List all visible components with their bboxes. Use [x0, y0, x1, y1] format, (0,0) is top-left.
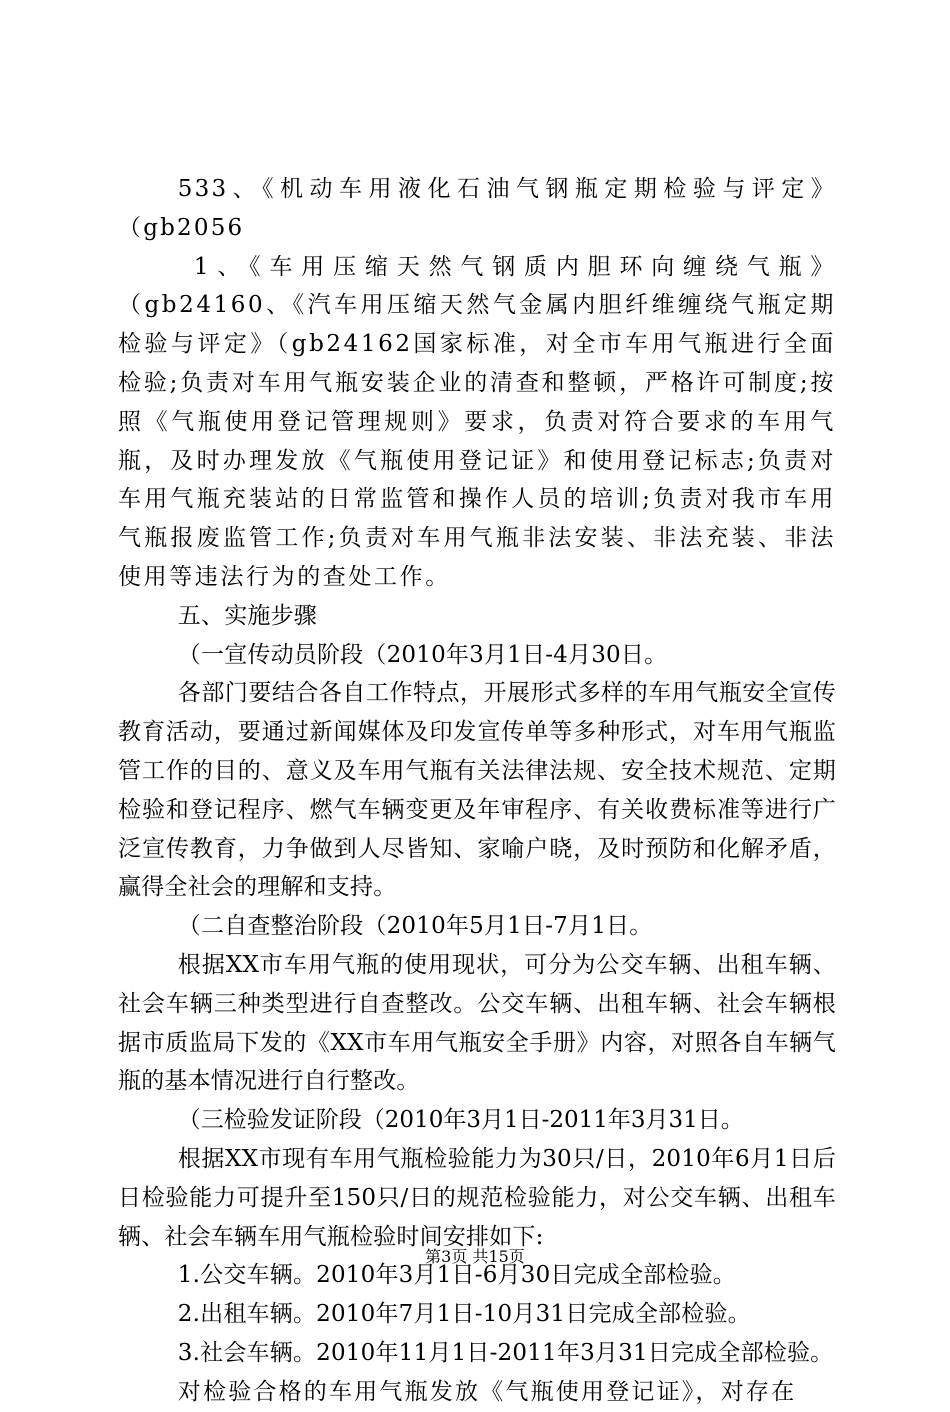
- subheading-inspection-certification-stage: （三检验发证阶段（2010年3月1日-2011年3月31日。: [177, 1107, 744, 1134]
- list-item-bus-vehicles: 1.公交车辆。2010年3月1日-6月30日完成全部检验。: [177, 1262, 737, 1289]
- paragraph-standard-gb2056: 533、《机动车用液化石油气钢瓶定期检验与评定》（gb2056: [118, 176, 836, 241]
- document-body: [118, 170, 836, 1412]
- section-heading-implementation-steps: 五、实施步骤: [177, 602, 317, 629]
- list-item-taxi-vehicles: 2.出租车辆。2010年7月1日-10月31日完成全部检验。: [177, 1301, 751, 1328]
- paragraph-publicity-details: 各部门要结合各自工作特点，开展形式多样的车用气瓶安全宣传教育活动，要通过新闻媒体及印发宣传单等多种形式，对车用气瓶监管工作的目的、意义及车用气瓶有关法律法规、安全技术规范、定期检验和登记程序、燃气车辆变更及年审程序、有关收费标准等进行广泛宣传教育，力争做到人尽皆知、家喻户晓，及时预防和化解矛盾，赢得全社会的理解和支持。: [118, 680, 836, 901]
- subheading-self-inspection-stage: （二自查整治阶段（2010年5月1日-7月1日。: [177, 913, 653, 940]
- page-number-footer: 第3页 共15页: [425, 1247, 525, 1266]
- list-item-social-vehicles: 3.社会车辆。2010年11月1日-2011年3月31日完成全部检验。: [177, 1339, 834, 1366]
- subheading-publicity-stage: （一宣传动员阶段（2010年3月1日-4月30日。: [177, 641, 668, 668]
- paragraph-inspection-capacity: 根据XX市现有车用气瓶检验能力为30只/日，2010年6月1日后日检验能力可提升至150只/日的规范检验能力，对公交车辆、出租车辆、社会车辆车用气瓶检验时间安排如下:: [118, 1145, 836, 1250]
- paragraph-item-1-standards: 1、《车用压缩天然气钢质内胆环向缠绕气瓶》（gb24160、《汽车用压缩天然气金属内胆纤维缠绕气瓶定期检验与评定》（gb24162国家标准，对全市车用气瓶进行全面检验;负责对车用气瓶安装企业的清查和整顿，严格许可制度;按照《气瓶使用登记管理规则》要求，负责对符合要求的车用气瓶，及时办理发放《气瓶使用登记证》和使用登记标志;负责对车用气瓶充装站的日常监管和操作人员的培训;负责对我市车用气瓶报废监管工作;负责对车用气瓶非法安装、非法充装、非法使用等违法行为的查处工作。: [118, 253, 836, 590]
- paragraph-self-inspection-details: 根据XX市车用气瓶的使用现状，可分为公交车辆、出租车辆、社会车辆三种类型进行自查整改。公交车辆、出租车辆、社会车辆根据市质监局下发的《XX市车用气瓶安全手册》内容，对照各自车辆气瓶的基本情况进行自行整改。: [118, 951, 836, 1095]
- paragraph-certificate-issuance: 对检验合格的车用气瓶发放《气瓶使用登记证》，对存在: [177, 1378, 797, 1405]
